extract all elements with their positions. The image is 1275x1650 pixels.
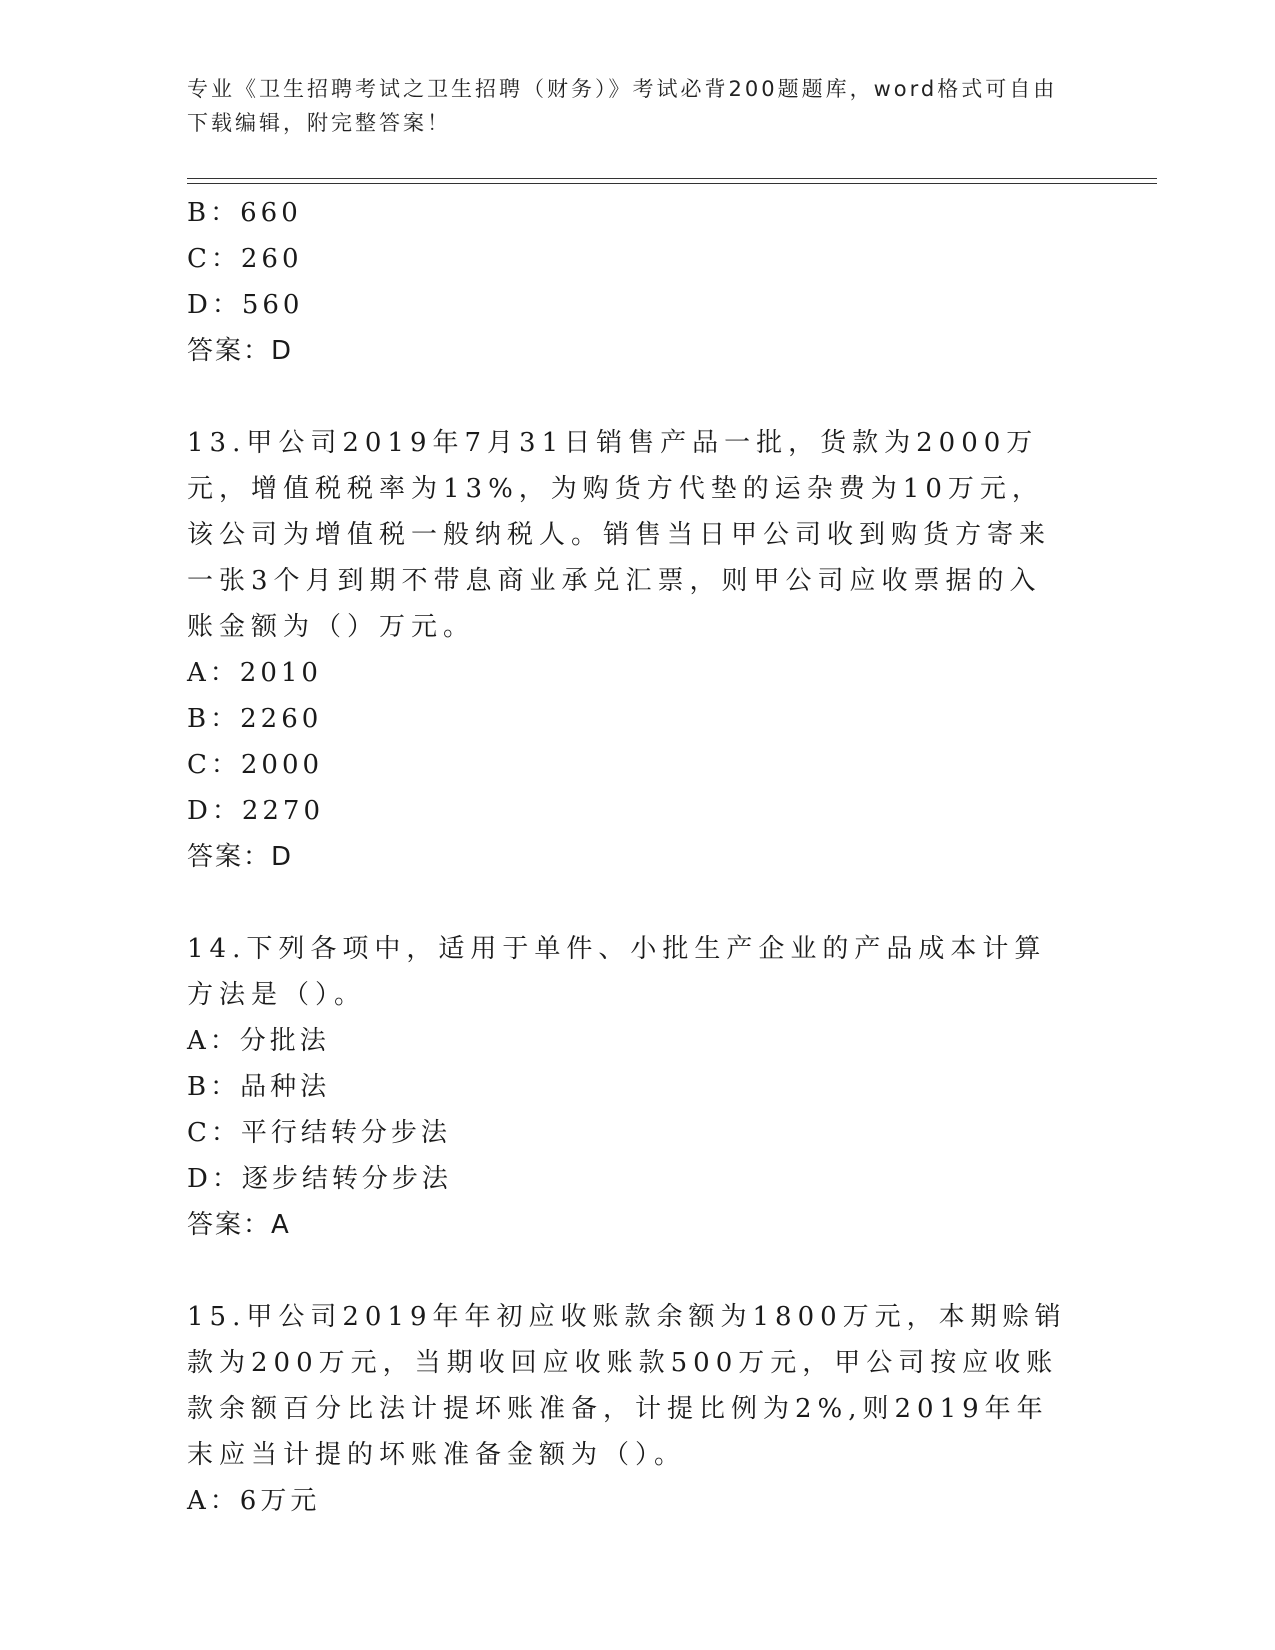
option-a: A：2010 bbox=[187, 658, 322, 688]
option-c: C：260 bbox=[187, 244, 303, 274]
answer: 答案：A bbox=[187, 1210, 291, 1240]
question-13 bbox=[187, 420, 1077, 880]
answer: 答案：D bbox=[187, 842, 294, 872]
spacer bbox=[187, 880, 1077, 926]
previous-question-tail bbox=[187, 190, 1077, 374]
option-d: D：560 bbox=[187, 290, 304, 320]
option-c: C：平行结转分步法 bbox=[187, 1118, 451, 1148]
spacer bbox=[187, 1248, 1077, 1294]
question-14 bbox=[187, 926, 1077, 1248]
option-c: C：2000 bbox=[187, 750, 324, 780]
document-header: 专业《卫生招聘考试之卫生招聘（财务）》考试必背200题题库，word格式可自由下载编辑，附完整答案！ bbox=[187, 77, 1058, 135]
header-rule-top bbox=[187, 178, 1157, 179]
question-text: 15.甲公司2019年年初应收账款余额为1800万元，本期赊销款为200万元，当期收回应收账款500万元，甲公司按应收账款余额百分比法计提坏账准备，计提比例为2%,则2019年年末应当计提的坏账准备金额为（）。 bbox=[187, 1302, 1067, 1470]
option-d: D：逐步结转分步法 bbox=[187, 1164, 452, 1194]
question-text: 13.甲公司2019年7月31日销售产品一批，货款为2000万元，增值税税率为13%，为购货方代垫的运杂费为10万元，该公司为增值税一般纳税人。销售当日甲公司收到购货方寄来一张3个月到期不带息商业承兑汇票，则甲公司应收票据的入账金额为（）万元。 bbox=[187, 428, 1052, 642]
option-b: B：660 bbox=[187, 198, 302, 228]
option-a: A：分批法 bbox=[187, 1026, 330, 1056]
question-text: 14.下列各项中，适用于单件、小批生产企业的产品成本计算方法是（）。 bbox=[187, 934, 1047, 1010]
document-body bbox=[187, 190, 1077, 1524]
option-a: A：6万元 bbox=[187, 1486, 321, 1516]
answer: 答案：D bbox=[187, 336, 294, 366]
option-b: B：品种法 bbox=[187, 1072, 331, 1102]
option-d: D：2270 bbox=[187, 796, 325, 826]
header-rule-bottom bbox=[187, 183, 1157, 184]
spacer bbox=[187, 374, 1077, 420]
question-15 bbox=[187, 1294, 1077, 1524]
option-b: B：2260 bbox=[187, 704, 323, 734]
